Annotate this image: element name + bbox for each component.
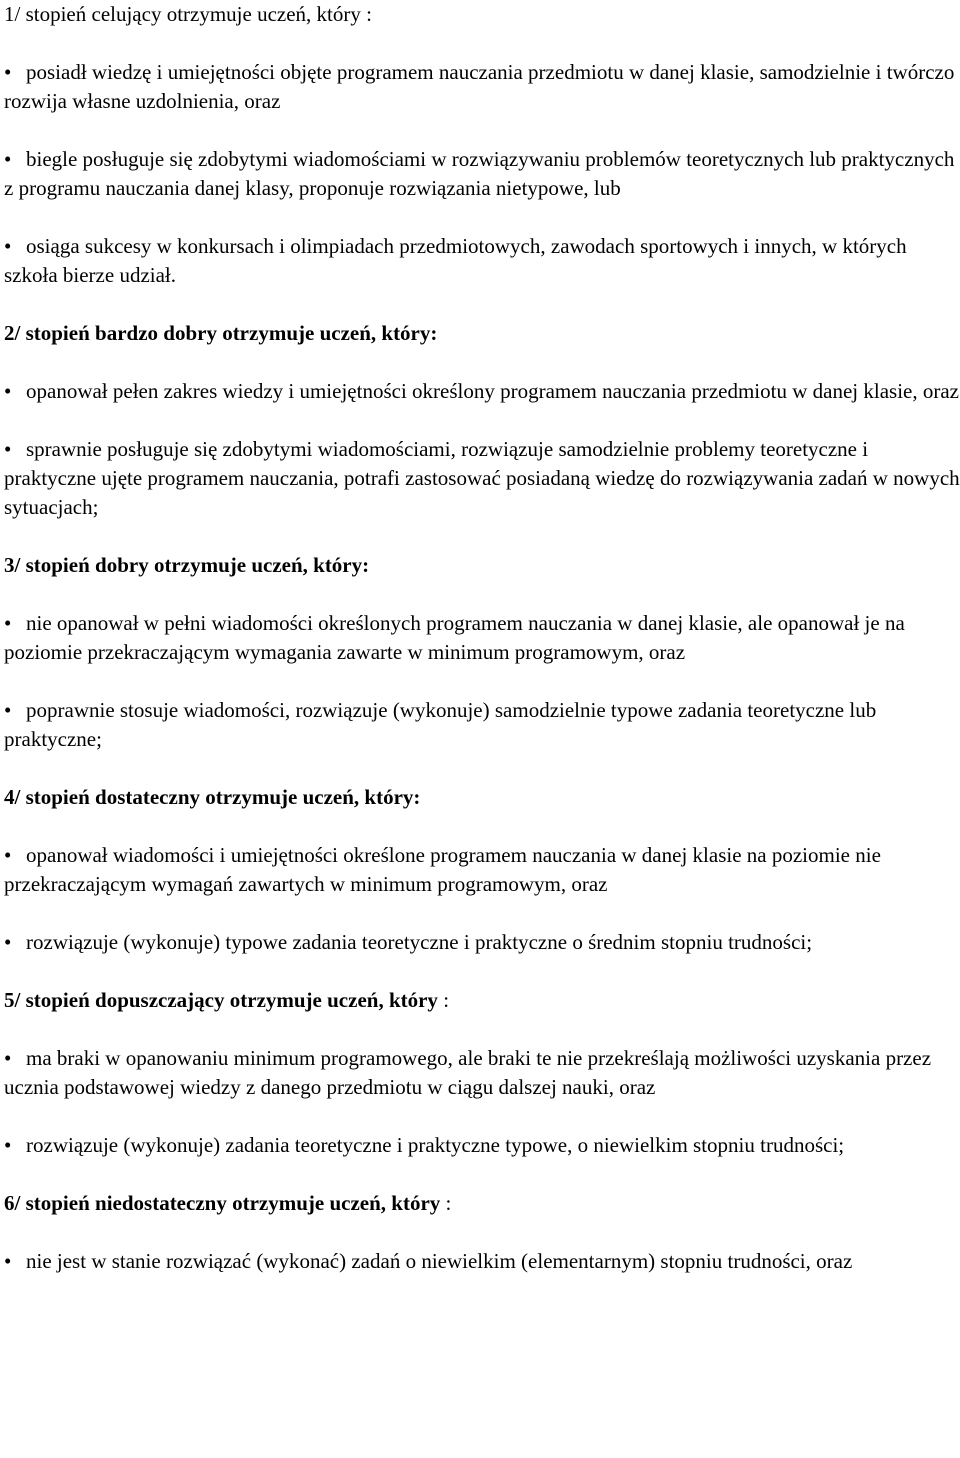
bullet-marker: • [4, 234, 12, 258]
list-item: • biegle posługuje się zdobytymi wiadomościami w rozwiązywaniu problemów teoretycznych lub praktycznych z programu nauczania danej klasy, proponuje rozwiązania nietypowe, lub [4, 147, 955, 200]
section-heading-1: 1/ stopień celujący otrzymuje uczeń, który : [4, 2, 372, 26]
list-item: • rozwiązuje (wykonuje) typowe zadania teoretyczne i praktyczne o średnim stopniu trudności; [4, 928, 960, 957]
bullet-marker: • [4, 698, 12, 722]
section-heading-4: 4/ stopień dostateczny otrzymuje uczeń, który: [4, 785, 421, 809]
list-item: • nie jest w stanie rozwiązać (wykonać) zadań o niewielkim (elementarnym) stopniu trudności, oraz [4, 1247, 960, 1276]
section-heading-5: 5/ stopień dopuszczający otrzymuje uczeń, który : [4, 988, 450, 1012]
list-item: • ma braki w opanowaniu minimum programowego, ale braki te nie przekreślają możliwości uzyskania przez ucznia podstawowej wiedzy z danego przedmiotu w ciągu dalszej nauki, oraz [4, 1046, 932, 1099]
bullet-marker: • [4, 1133, 12, 1157]
bullet-marker: • [4, 843, 12, 867]
section-heading-3: 3/ stopień dobry otrzymuje uczeń, który: [4, 553, 370, 577]
list-item: • osiąga sukcesy w konkursach i olimpiadach przedmiotowych, zawodach sportowych i innych, w których szkoła bierze udział. [4, 234, 907, 287]
bullet-marker: • [4, 930, 12, 954]
list-item: • posiadł wiedzę i umiejętności objęte programem nauczania przedmiotu w danej klasie, samodzielnie i twórczo rozwija własne uzdolnienia, oraz [4, 60, 955, 113]
list-item: • nie opanował w pełni wiadomości określonych programem nauczania w danej klasie, ale opanował je na poziomie przekraczającym wymagania zawarte w minimum programowym, oraz [4, 611, 905, 664]
list-item: • poprawnie stosuje wiadomości, rozwiązuje (wykonuje) samodzielnie typowe zadania teoretyczne lub praktyczne; [4, 698, 877, 751]
bullet-marker: • [4, 379, 12, 403]
list-item: • opanował pełen zakres wiedzy i umiejętności określony programem nauczania przedmiotu w danej klasie, oraz [4, 377, 960, 406]
bullet-marker: • [4, 437, 12, 461]
bullet-marker: • [4, 60, 12, 84]
list-item: • rozwiązuje (wykonuje) zadania teoretyczne i praktyczne typowe, o niewielkim stopniu trudności; [4, 1131, 960, 1160]
list-item: • opanował wiadomości i umiejętności określone programem nauczania w danej klasie na poziomie nie przekraczającym wymagań zawartych w minimum programowym, oraz [4, 843, 881, 896]
bullet-marker: • [4, 1046, 12, 1070]
section-heading-6: 6/ stopień niedostateczny otrzymuje uczeń, który : [4, 1191, 452, 1215]
bullet-marker: • [4, 611, 12, 635]
bullet-marker: • [4, 147, 12, 171]
bullet-marker: • [4, 1249, 12, 1273]
section-heading-2: 2/ stopień bardzo dobry otrzymuje uczeń, który: [4, 321, 438, 345]
list-item: • sprawnie posługuje się zdobytymi wiadomościami, rozwiązuje samodzielnie problemy teoretyczne i praktyczne ujęte programem nauczania, potrafi zastosować posiadaną wiedzę do rozwiązywania zadań w nowych sytuacjach; [4, 437, 960, 519]
